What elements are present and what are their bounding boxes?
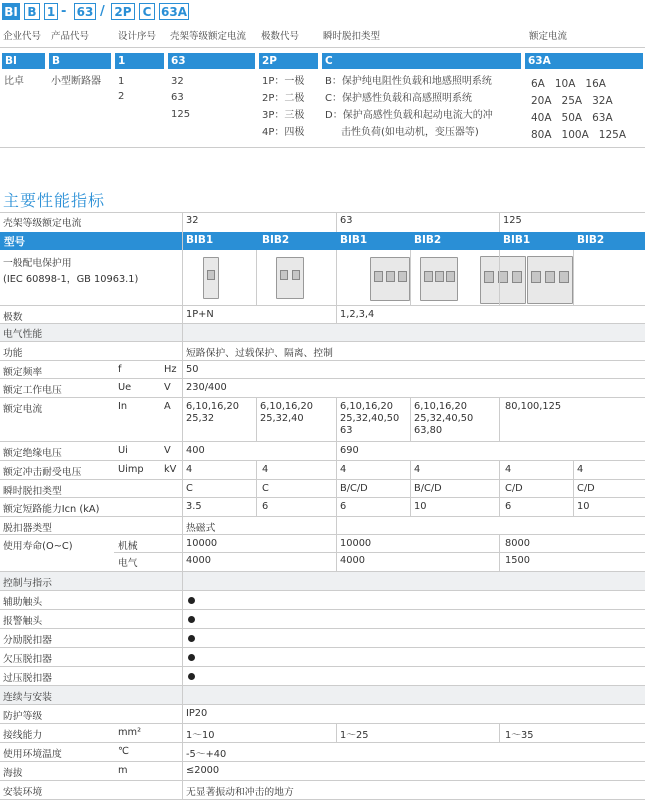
trip-bib2-32: C xyxy=(262,483,269,494)
code-box-product: B xyxy=(24,3,40,20)
life-mech-label: 机械 xyxy=(118,541,138,552)
icn-bib2-63: 10 xyxy=(414,501,427,512)
release-value: 热磁式 xyxy=(186,523,216,534)
control-section-label: 控制与指示 xyxy=(3,578,52,589)
model-bib1-32: BIB1 xyxy=(186,234,214,246)
release-label: 脱扣器类型 xyxy=(3,523,52,534)
breaker-image-bib1-63 xyxy=(370,257,410,301)
code-box-trip: C xyxy=(139,3,155,20)
model-bib2-63: BIB2 xyxy=(414,234,442,246)
control-item-undervolt: 欠压脱扣器 xyxy=(3,654,52,665)
ins-value-other: 690 xyxy=(340,445,359,456)
icn-bib2-125: 10 xyxy=(577,501,590,512)
model-bib2-125: BIB2 xyxy=(577,234,605,246)
model-label: 型号 xyxy=(4,236,25,248)
blue-cell-enterprise: BI xyxy=(2,53,45,69)
poles-value-other: 1,2,3,4 xyxy=(340,309,375,320)
product-name: 小型断路器 xyxy=(51,76,101,87)
imp-label: 额定冲击耐受电压 xyxy=(3,467,82,478)
freq-label: 额定频率 xyxy=(3,367,43,378)
imp-bib2-32: 4 xyxy=(262,464,269,475)
frame-label: 壳架等级额定电流 xyxy=(3,218,82,229)
imp-symbol: Uimp xyxy=(118,464,144,475)
breaker-image-bib1-32 xyxy=(203,257,219,299)
blue-cell-rated: 63A xyxy=(525,53,643,69)
trip-bib2-63: B/C/D xyxy=(414,483,442,494)
code-box-enterprise: BI xyxy=(2,3,20,20)
icn-bib2-32: 6 xyxy=(262,501,269,512)
bullet-icon xyxy=(188,673,195,680)
blue-cell-design: 1 xyxy=(115,53,164,69)
wire-label: 接线能力 xyxy=(3,730,43,741)
trip-bib1-125: C/D xyxy=(505,483,523,494)
rated-row-4: 80A 100A 125A xyxy=(531,129,627,141)
header-rated: 额定电流 xyxy=(529,31,568,42)
bullet-icon xyxy=(188,654,195,661)
company-name: 比卓 xyxy=(4,76,24,87)
breaker-image-bib2-32 xyxy=(276,257,304,299)
volt-value: 230/400 xyxy=(186,382,227,393)
ins-label: 额定绝缘电压 xyxy=(3,448,62,459)
bullet-icon xyxy=(188,597,195,604)
frame-125: 125 xyxy=(171,109,191,120)
design-1: 1 xyxy=(118,76,125,87)
env-label: 安装环境 xyxy=(3,787,43,798)
model-bib1-63: BIB1 xyxy=(340,234,368,246)
current-bib2-63: 6,10,16,20 25,32,40,50 63,80 xyxy=(414,401,474,436)
life-label: 使用寿命(O~C) xyxy=(3,541,73,552)
rated-row-1: 6A 10A 16A xyxy=(531,78,606,90)
model-bib2-32: BIB2 xyxy=(262,234,290,246)
life-mech-125: 8000 xyxy=(505,538,530,549)
header-poles: 极数代号 xyxy=(261,31,300,42)
breaker-image-bib2-125 xyxy=(527,256,573,304)
blue-cell-trip: C xyxy=(322,53,521,69)
trip-c: C：保护感性负载和高感照明系统 xyxy=(325,93,472,104)
temp-unit: ℃ xyxy=(118,746,130,757)
breaker-image-bib1-125 xyxy=(480,256,526,304)
freq-unit: Hz xyxy=(164,364,177,375)
model-bib1-125: BIB1 xyxy=(503,234,531,246)
code-box-poles: 2P xyxy=(111,3,135,20)
wire-32: 1～10 xyxy=(186,730,215,741)
life-elec-63: 4000 xyxy=(340,555,365,566)
imp-bib2-125: 4 xyxy=(577,464,584,475)
freq-symbol: f xyxy=(118,364,122,375)
icn-bib1-63: 6 xyxy=(340,501,347,512)
icn-bib1-125: 6 xyxy=(505,501,512,512)
volt-unit: V xyxy=(164,382,171,393)
ip-label: 防护等级 xyxy=(3,711,43,722)
header-product: 产品代号 xyxy=(51,31,90,42)
wire-125: 1～35 xyxy=(505,730,534,741)
life-elec-125: 1500 xyxy=(505,555,530,566)
current-bib2-32: 6,10,16,20 25,32,40 xyxy=(260,401,313,424)
volt-symbol: Ue xyxy=(118,382,132,393)
electrical-section-label: 电气性能 xyxy=(3,329,43,340)
current-bib1-63: 6,10,16,20 25,32,40,50 63 xyxy=(340,401,400,436)
control-item-alarm: 报警触头 xyxy=(3,616,43,627)
imp-bib1-32: 4 xyxy=(186,464,193,475)
use-standard: (IEC 60898-1，GB 10963.1) xyxy=(3,274,139,285)
header-enterprise: 企业代号 xyxy=(3,31,42,42)
code-separator: / xyxy=(100,4,105,19)
control-item-overvolt: 过压脱扣器 xyxy=(3,673,52,684)
breaker-image-bib2-63 xyxy=(420,257,458,301)
wire-63: 1～25 xyxy=(340,730,369,741)
alt-label: 海拔 xyxy=(3,768,23,779)
poles-1: 1P：一极 xyxy=(262,76,305,87)
trip-bib1-63: B/C/D xyxy=(340,483,368,494)
alt-value: ≤2000 xyxy=(186,765,220,776)
imp-unit: kV xyxy=(164,464,177,475)
trip-b: B：保护纯电阻性负载和地感照明系统 xyxy=(325,76,492,87)
icn-label: 额定短路能力Icn (kA) xyxy=(3,504,100,515)
life-mech-63: 10000 xyxy=(340,538,372,549)
ins-unit: V xyxy=(164,445,171,456)
control-section xyxy=(0,572,645,590)
poles-label: 极数 xyxy=(3,312,23,323)
connect-section-label: 连续与安装 xyxy=(3,692,52,703)
frame-63: 63 xyxy=(340,215,353,226)
trip-bib2-125: C/D xyxy=(577,483,595,494)
trip-label: 瞬时脱扣类型 xyxy=(3,486,62,497)
frame-63: 63 xyxy=(171,92,184,103)
life-elec-32: 4000 xyxy=(186,555,211,566)
env-value: 无显著振动和冲击的地方 xyxy=(186,787,294,798)
current-symbol: In xyxy=(118,401,128,412)
life-mech-32: 10000 xyxy=(186,538,218,549)
freq-value: 50 xyxy=(186,364,199,375)
volt-label: 额定工作电压 xyxy=(3,385,62,396)
imp-bib1-63: 4 xyxy=(340,464,347,475)
use-label: 一般配电保护用 xyxy=(3,258,72,269)
trip-d-cont: 击性负荷(如电动机，变压器等) xyxy=(341,127,479,138)
connect-section xyxy=(0,686,645,704)
section-title: 主要性能指标 xyxy=(3,191,106,210)
life-elec-label: 电气 xyxy=(118,558,138,569)
code-separator: - xyxy=(61,4,67,19)
poles-value-32: 1P+N xyxy=(186,309,214,320)
frame-32: 32 xyxy=(171,76,184,87)
current-125: 80,100,125 xyxy=(505,401,562,412)
header-design: 设计序号 xyxy=(118,31,157,42)
ins-symbol: Ui xyxy=(118,445,128,456)
current-bib1-32: 6,10,16,20 25,32 xyxy=(186,401,239,424)
control-item-aux: 辅助触头 xyxy=(3,597,43,608)
control-item-shunt: 分励脱扣器 xyxy=(3,635,52,646)
code-box-design: 1 xyxy=(44,3,58,20)
frame-125: 125 xyxy=(503,215,522,226)
blue-cell-frame: 63 xyxy=(168,53,255,69)
icn-bib1-32: 3.5 xyxy=(186,501,202,512)
ip-value: IP20 xyxy=(186,708,208,719)
poles-3: 3P：三极 xyxy=(262,110,305,121)
trip-d: D：保护高感性负载和起动电流大的冲 xyxy=(325,110,493,121)
electrical-section xyxy=(0,324,645,341)
rated-row-3: 40A 50A 63A xyxy=(531,112,613,124)
rated-row-2: 20A 25A 32A xyxy=(531,95,613,107)
trip-bib1-32: C xyxy=(186,483,193,494)
poles-2: 2P：二极 xyxy=(262,93,305,104)
temp-label: 使用环境温度 xyxy=(3,749,62,760)
poles-4: 4P：四极 xyxy=(262,127,305,138)
current-unit: A xyxy=(164,401,171,412)
function-label: 功能 xyxy=(3,348,23,359)
header-trip: 瞬时脱扣类型 xyxy=(323,31,381,42)
header-frame: 壳架等级额定电流 xyxy=(170,31,247,42)
frame-32: 32 xyxy=(186,215,199,226)
bullet-icon xyxy=(188,635,195,642)
function-value: 短路保护、过载保护、隔离、控制 xyxy=(186,348,333,359)
model-row xyxy=(0,232,645,250)
bullet-icon xyxy=(188,616,195,623)
ins-value-32: 400 xyxy=(186,445,205,456)
imp-bib1-125: 4 xyxy=(505,464,512,475)
imp-bib2-63: 4 xyxy=(414,464,421,475)
code-box-frame: 63 xyxy=(74,3,96,20)
code-box-rated: 63A xyxy=(161,5,187,19)
wire-unit: mm² xyxy=(118,727,142,738)
current-label: 额定电流 xyxy=(3,404,43,415)
blue-cell-product: B xyxy=(49,53,111,69)
alt-unit: m xyxy=(118,765,128,776)
blue-cell-poles: 2P xyxy=(259,53,318,69)
temp-value: -5～+40 xyxy=(186,749,227,760)
design-2: 2 xyxy=(118,91,125,102)
